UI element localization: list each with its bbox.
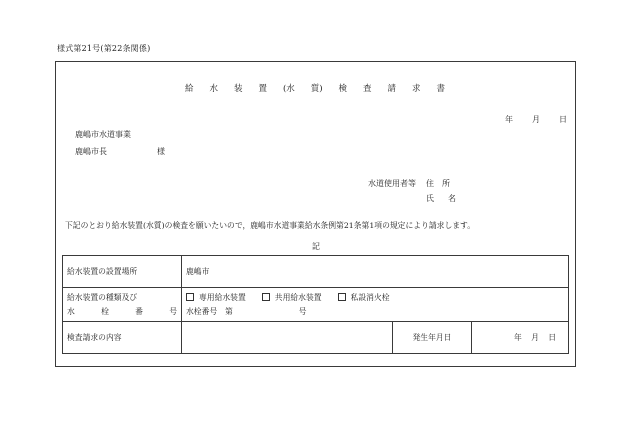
hydrant-number-line[interactable]	[186, 306, 564, 317]
label-char: 番	[135, 307, 143, 316]
title-char: 査	[363, 84, 372, 94]
device-type-label-cell	[63, 288, 182, 322]
device-type-label-line1: 給水装置の種類及び	[67, 293, 138, 302]
applicant-address-label: 住 所	[426, 179, 450, 188]
option-private-hydrant[interactable]	[338, 292, 390, 303]
date-month-label: 月	[532, 115, 540, 124]
applicant-name-label	[426, 193, 456, 204]
title-char: (水	[282, 84, 295, 94]
title-char: 質)	[310, 84, 323, 94]
occurrence-month-label: 月	[531, 333, 539, 342]
addressee-honorific: 様	[157, 147, 165, 156]
date-year-label: 年	[505, 115, 513, 124]
option-shared[interactable]	[262, 292, 322, 303]
date-day-label: 日	[559, 115, 567, 124]
name-char: 名	[448, 194, 456, 203]
occurrence-date-label: 発生年月日	[412, 333, 452, 342]
request-body-text: 下記のとおり給水装置(水質)の検査を願いたいので，鹿嶋市水道事業給水条例第21条第1項の規定により請求します。	[65, 221, 476, 230]
applicant-label: 水道使用者等	[368, 179, 416, 188]
occurrence-date-label-cell	[393, 322, 472, 354]
request-details-table	[62, 255, 569, 354]
installation-location-label	[67, 266, 177, 277]
hydrant-number-label: 水栓番号 第	[186, 307, 233, 316]
checkbox-icon[interactable]	[186, 293, 194, 301]
label-char: 水	[67, 307, 75, 316]
checkbox-icon[interactable]	[262, 293, 270, 301]
device-type-label-line2	[67, 306, 177, 317]
installation-location-label-cell	[63, 256, 182, 288]
label-char: 号	[169, 307, 177, 316]
table-row	[63, 322, 569, 354]
checkbox-icon[interactable]	[338, 293, 346, 301]
name-char: 氏	[426, 194, 434, 203]
request-content-label-cell	[63, 322, 182, 354]
option-label: 共用給水装置	[274, 293, 322, 302]
table-row	[63, 256, 569, 288]
installation-location-value[interactable]	[182, 256, 569, 288]
hydrant-number-suffix: 号	[298, 307, 307, 316]
label-text: 給水装置の設置場所	[67, 267, 138, 276]
addressee-mayor-label: 鹿嶋市長	[75, 147, 107, 156]
occurrence-date-value[interactable]	[472, 322, 569, 354]
device-type-value-cell	[182, 288, 569, 322]
option-label: 専用給水装置	[199, 293, 246, 302]
label-char: 栓	[101, 307, 109, 316]
title-char: 検	[338, 84, 348, 94]
title-char: 求	[411, 84, 421, 94]
addressee-mayor	[75, 146, 165, 157]
request-date	[505, 114, 567, 125]
title-char: 水	[209, 84, 218, 94]
occurrence-day-label: 日	[548, 333, 556, 342]
location-prefix: 鹿嶋市	[186, 267, 210, 276]
table-row	[63, 288, 569, 322]
option-label: 私設消火栓	[350, 293, 390, 302]
title-char: 給	[185, 84, 194, 94]
title-char: 書	[436, 84, 445, 94]
device-type-options	[186, 292, 564, 303]
title-char: 装	[233, 84, 243, 94]
form-number: 様式第21号(第22条関係)	[57, 44, 151, 53]
occurrence-year-label: 年	[514, 333, 522, 342]
request-content-value[interactable]	[182, 322, 393, 354]
title-char: 置	[258, 84, 267, 94]
option-dedicated[interactable]	[186, 292, 246, 303]
addressee-organization: 鹿嶋市水道事業	[75, 130, 131, 139]
ki-marker: 記	[312, 242, 320, 251]
title-char: 請	[387, 84, 397, 94]
form-title	[185, 82, 445, 94]
request-content-label: 検査請求の内容	[67, 333, 122, 342]
